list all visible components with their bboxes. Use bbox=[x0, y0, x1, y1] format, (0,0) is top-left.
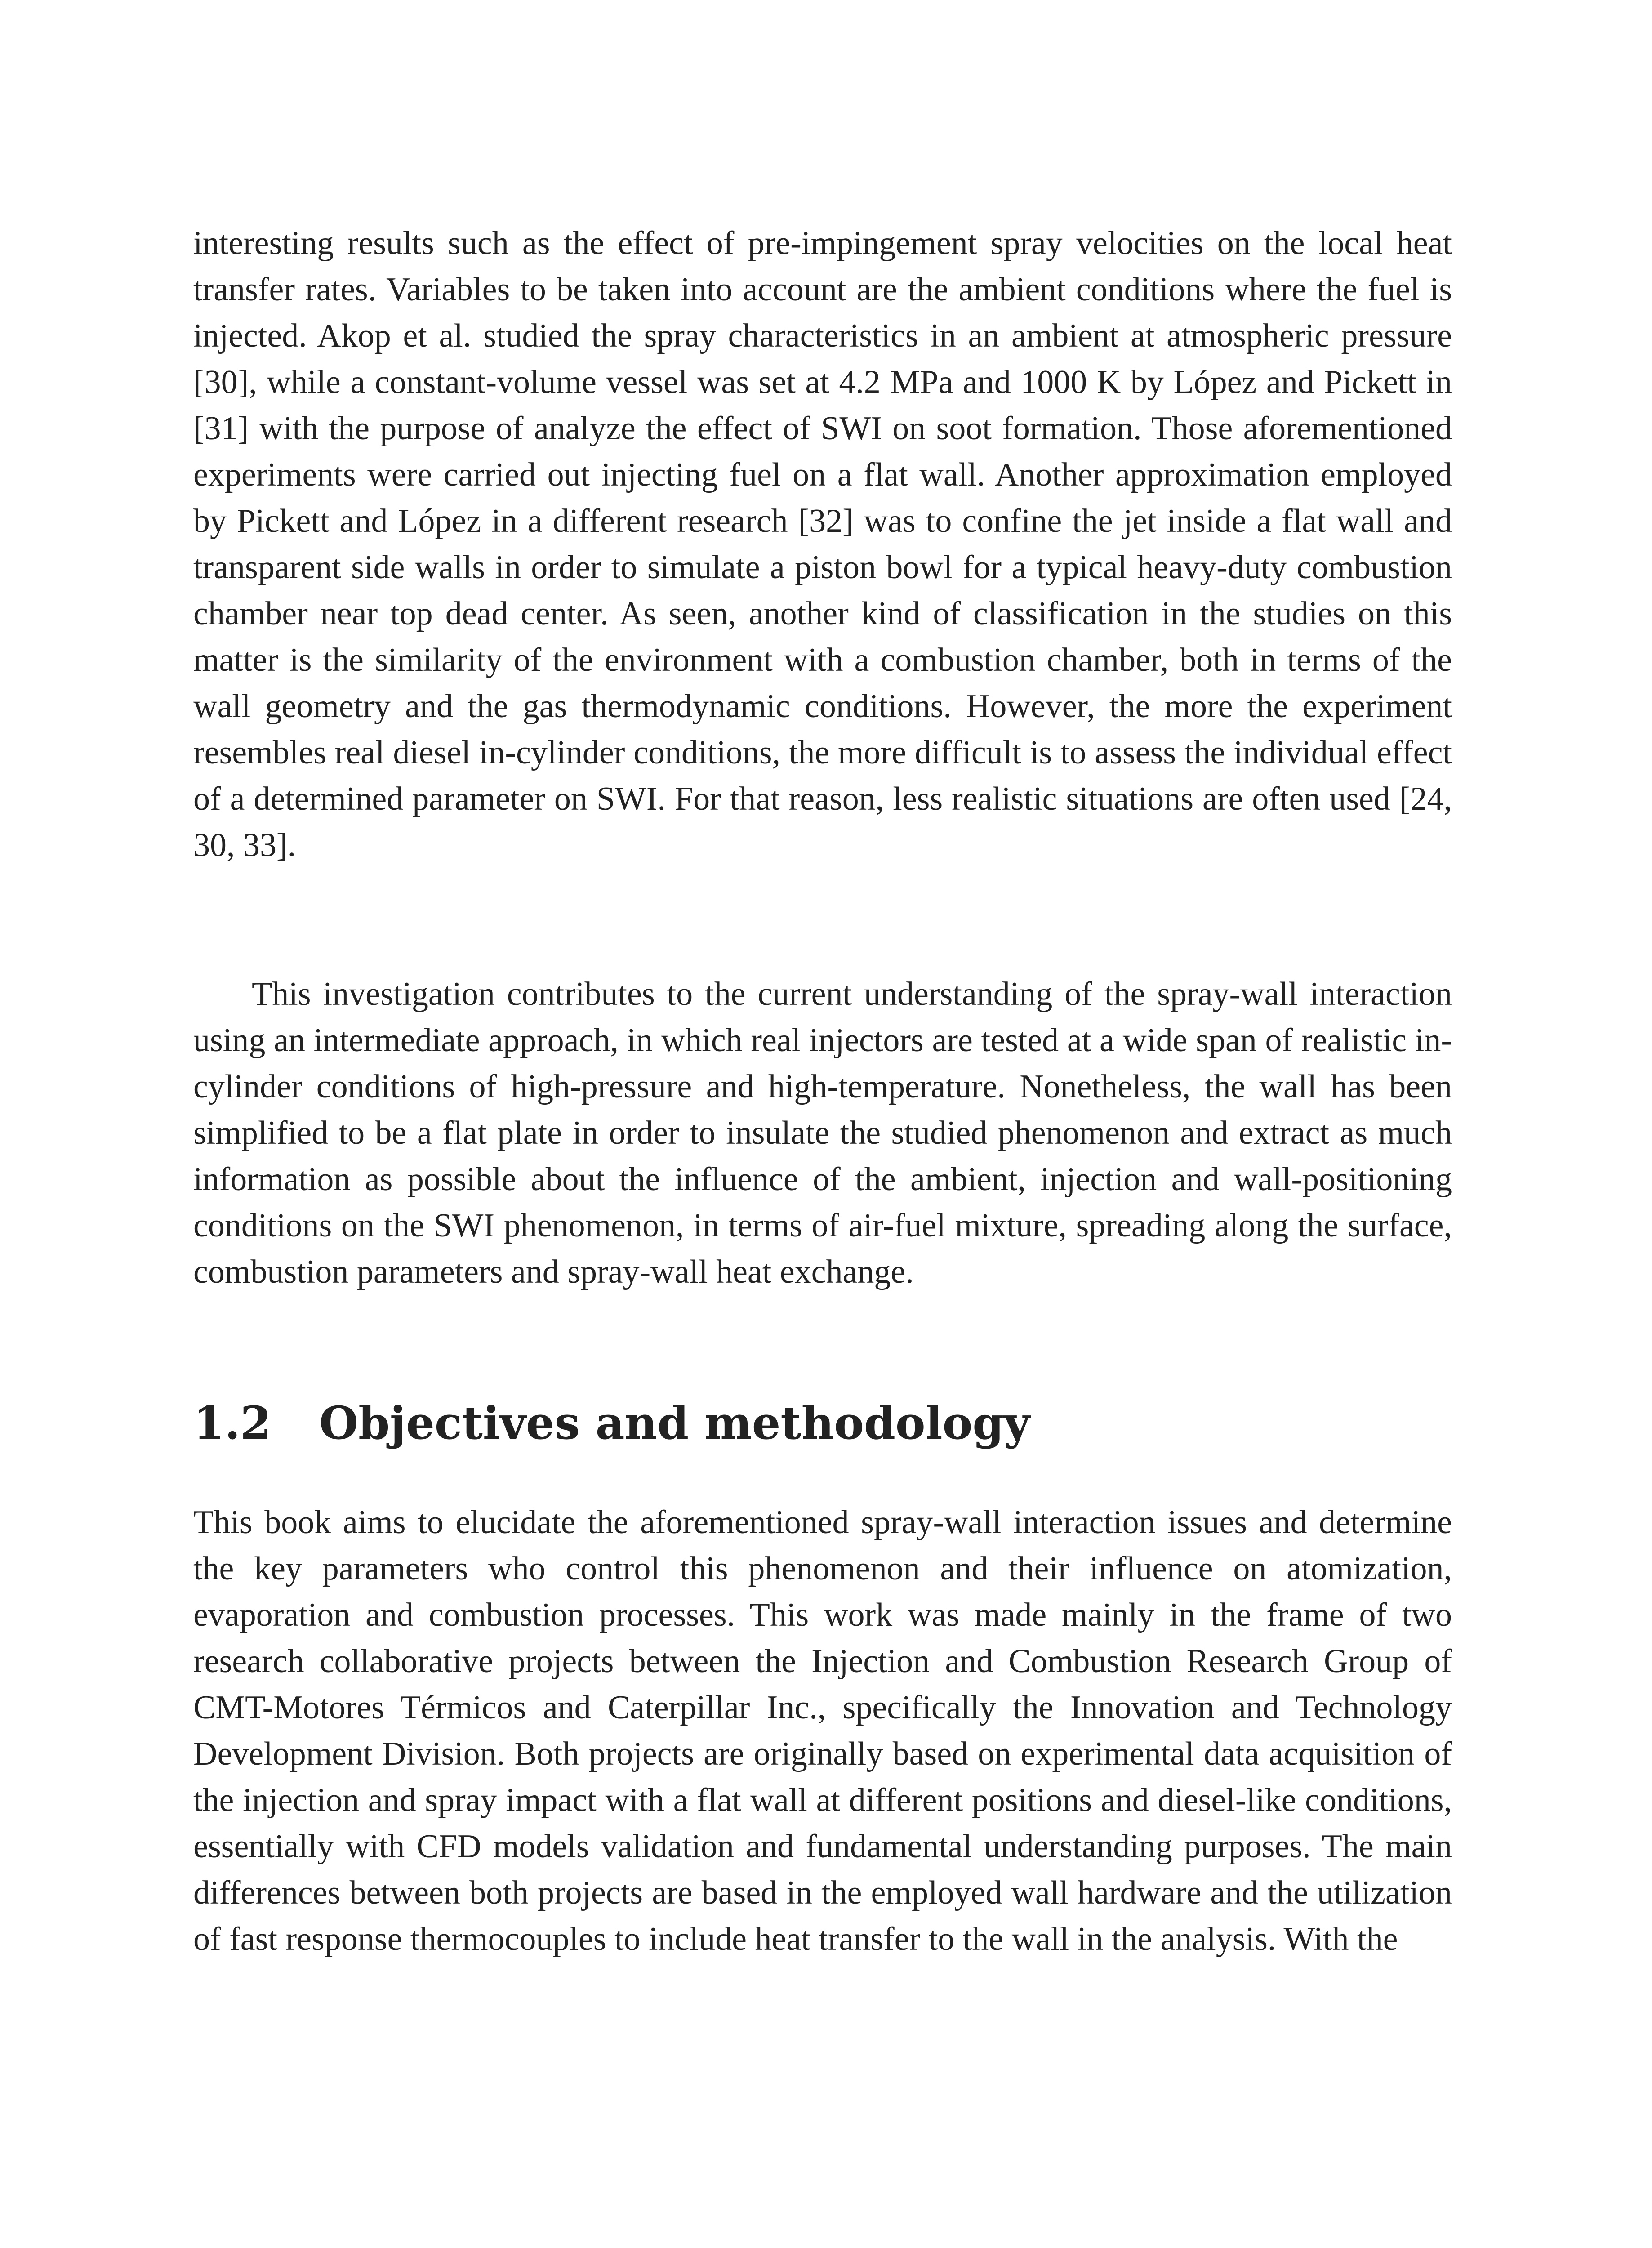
section-heading bbox=[193, 1394, 1452, 1452]
section-title: Objectives and methodology bbox=[319, 1396, 1030, 1450]
body-paragraph-1: interesting results such as the effect of pre-impingement spray velocities on the local heat transfer rates. Variables to be taken into account are the ambient conditions where the fuel is injected. Akop et al. studied the spray characteristics in an ambient at atmospheric pressure [30], while a constant-volume vessel was set at 4.2 MPa and 1000 K by López and Pickett in [31] with the purpose of analyze the effect of SWI on soot formation. Those aforementioned experiments were carried out injecting fuel on a flat wall. Another approximation employed by Pickett and López in a different research [32] was to confine the jet inside a flat wall and transparent side walls in order to simulate a piston bowl for a typical heavy-duty combustion chamber near top dead center. As seen, another kind of classification in the studies on this matter is the similarity of the environment with a combustion chamber, both in terms of the wall geometry and the gas thermodynamic conditions. However, the more the experiment resembles real diesel in-cylinder conditions, the more difficult is to assess the individual effect of a determined parameter on SWI. For that reason, less realistic situations are often used [24, 30, 33]. bbox=[193, 225, 1452, 864]
section-number: 1.2 bbox=[193, 1396, 272, 1450]
body-paragraph-2: This investigation contributes to the current understanding of the spray-wall interaction using an intermediate approach, in which real injectors are tested at a wide span of realistic in-cylinder conditions of high-pressure and high-temperature. Nonetheless, the wall has been simplified to be a flat plate in order to insulate the studied phenomenon and extract as much information as possible about the influence of the ambient, injection and wall-positioning conditions on the SWI phenomenon, in terms of air-fuel mixture, spreading along the surface, combustion parameters and spray-wall heat exchange. bbox=[193, 976, 1452, 1290]
body-paragraph-3: This book aims to elucidate the aforementioned spray-wall interaction issues and determine the key parameters who control this phenomenon and their influence on atomization, evaporation and combustion processes. This work was made mainly in the frame of two research collaborative projects between the Injection and Combustion Research Group of CMT-Motores Térmicos and Caterpillar Inc., specifically the Innovation and Technology Development Division. Both projects are originally based on experimental data acquisition of the injection and spray impact with a flat wall at different positions and diesel-like conditions, essentially with CFD models validation and fundamental understanding purposes. The main differences between both projects are based in the employed wall hardware and the utilization of fast response thermocouples to include heat transfer to the wall in the analysis. With the bbox=[193, 1504, 1452, 1958]
